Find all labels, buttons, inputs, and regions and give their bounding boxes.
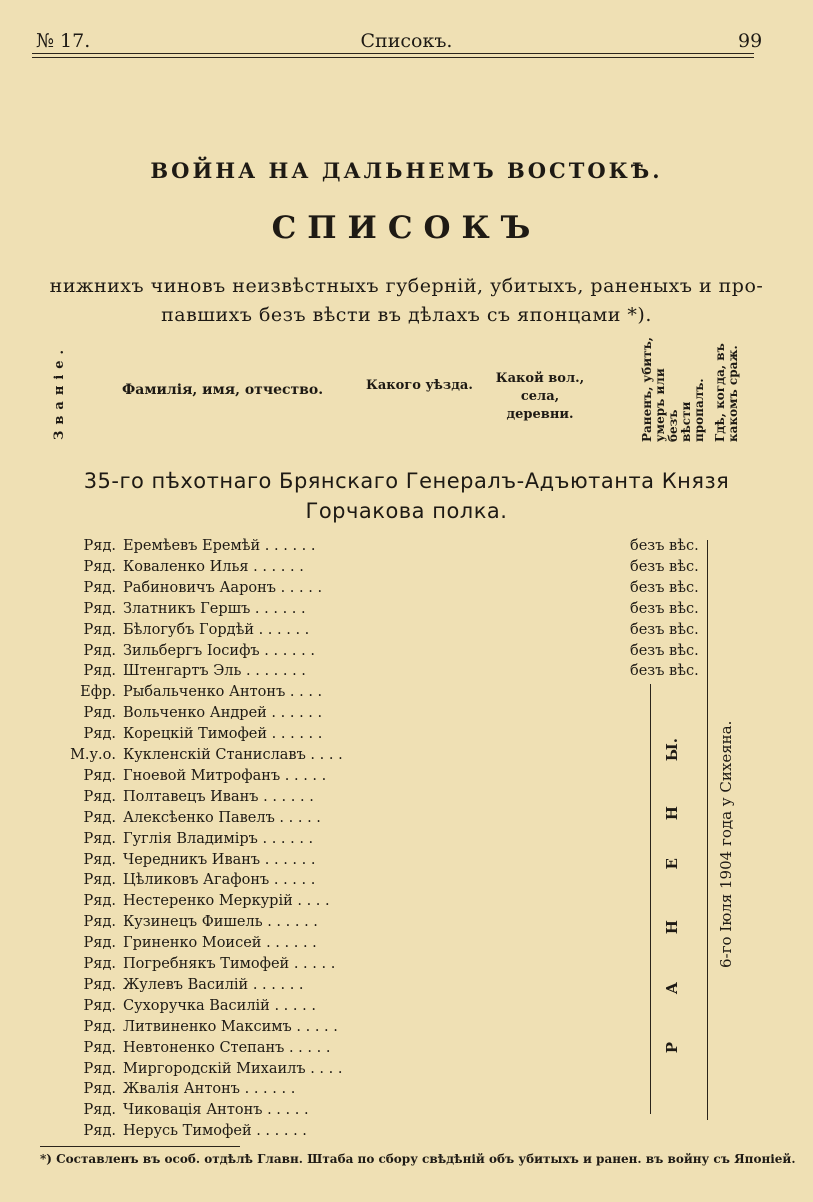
header-rule-top — [32, 53, 754, 54]
place-bracket-line — [707, 540, 708, 1120]
full-name: Жулевъ Василій . . . . . . — [123, 976, 304, 993]
status: безъ вѣс. — [630, 621, 699, 638]
status: безъ вѣс. — [630, 579, 699, 596]
list-item — [34, 684, 724, 706]
rank: Ряд. — [83, 558, 116, 575]
full-name: Зильбергъ Іосифъ . . . . . . — [123, 642, 315, 659]
regiment-heading — [0, 466, 813, 526]
column-header-village-line-2: деревни. — [506, 407, 574, 422]
full-name: Рабиновичъ Ааронъ . . . . . — [123, 579, 323, 596]
full-name: Полтавецъ Иванъ . . . . . . — [123, 788, 314, 805]
status: безъ вѣс. — [630, 642, 699, 659]
rank: Ряд. — [83, 1123, 116, 1140]
status: безъ вѣс. — [630, 600, 699, 617]
wounded-letter: Н — [663, 920, 681, 935]
full-name: Чередникъ Иванъ . . . . . . — [123, 851, 316, 868]
full-name: Цѣликовъ Агафонъ . . . . . — [123, 872, 316, 889]
full-name: Погребнякъ Тимофей . . . . . — [123, 956, 336, 972]
column-header-status-line-3: вѣсти пропалъ. — [679, 378, 706, 442]
full-name: Коваленко Илья . . . . . . — [123, 558, 304, 575]
rank: Ряд. — [83, 621, 116, 638]
rank: Ряд. — [83, 642, 116, 659]
list-item — [34, 580, 724, 602]
rank: Ряд. — [83, 538, 116, 554]
header-rule-bottom — [32, 57, 754, 58]
list-item — [34, 935, 724, 957]
rank: Ряд. — [83, 788, 116, 805]
rank: Ряд. — [83, 851, 116, 868]
list-item — [34, 1040, 724, 1062]
full-name: Еремѣевъ Еремѣй . . . . . . — [123, 538, 316, 554]
subtitle-line-1: нижнихъ чиновъ неизвѣстныхъ губерній, убитыхъ, раненыхъ и про- — [49, 275, 764, 297]
full-name: Миргородскій Михаилъ . . . . — [123, 1060, 343, 1077]
rank: Ряд. — [83, 935, 116, 952]
wounded-bracket-line — [650, 684, 651, 1114]
full-name: Бѣлогубъ Гордѣй . . . . . . — [123, 621, 310, 638]
column-header-name: Фамилія, имя, отчество. — [122, 382, 324, 398]
issue-number: № 17. — [36, 30, 91, 52]
column-header-status-line-1: Раненъ, убитъ, — [640, 337, 654, 442]
list-item — [34, 726, 724, 748]
wounded-letter: Н — [663, 806, 681, 821]
list-item — [34, 977, 724, 999]
rank: Ряд. — [83, 1081, 116, 1098]
full-name: Гноевой Митрофанъ . . . . . — [123, 767, 327, 784]
rank: Ряд. — [83, 893, 116, 910]
footnote: *) Составленъ въ особ. отдѣлѣ Главн. Штаба по сбору свѣдѣній объ убитыхъ и ранен. въ войну съ Японіей. — [40, 1152, 796, 1166]
rank: Ряд. — [83, 726, 116, 743]
list-item — [34, 643, 724, 665]
rank: Ряд. — [83, 1018, 116, 1035]
main-title: ВОЙНА НА ДАЛЬНЕМЪ ВОСТОКѢ. — [150, 158, 663, 183]
full-name: Штенгартъ Эль . . . . . . . — [123, 663, 306, 680]
wounded-letter: Р — [663, 1042, 681, 1054]
full-name: Кукленскій Станиславъ . . . . — [123, 747, 343, 763]
list-item — [34, 622, 724, 644]
rank: Ряд. — [83, 914, 116, 931]
rank: Ряд. — [83, 976, 116, 993]
column-header-where-line-2: какомъ сраж. — [726, 345, 740, 442]
column-header-status-line-2: умеръ или безъ — [653, 368, 680, 442]
list-item — [34, 852, 724, 874]
list-item — [34, 1061, 724, 1083]
rank: Ряд. — [83, 579, 116, 596]
wounded-letter: Е — [663, 858, 681, 870]
list-item — [34, 893, 724, 915]
list-item — [34, 998, 724, 1020]
full-name: Гуглія Владиміръ . . . . . . — [123, 830, 314, 847]
list-item — [34, 831, 724, 853]
list-item — [34, 1081, 724, 1103]
full-name: Нестеренко Меркурій . . . . — [123, 893, 330, 910]
column-header-uezd: Какого уѣзда. — [366, 378, 473, 393]
rank: Ряд. — [83, 1039, 116, 1056]
column-header-where-line-1: Гдѣ, когда, въ — [713, 343, 727, 442]
full-name: Корецкій Тимофей . . . . . . — [123, 726, 323, 743]
list-item — [34, 872, 724, 894]
list-item — [34, 810, 724, 832]
list-item — [34, 1102, 724, 1124]
list-item — [34, 956, 724, 978]
rank: Ряд. — [83, 1102, 116, 1119]
list-item — [34, 1123, 724, 1145]
rank: Ряд. — [83, 705, 116, 722]
full-name: Рыбальченко Антонъ . . . . — [123, 684, 323, 701]
full-name: Жвалія Антонъ . . . . . . — [123, 1081, 296, 1098]
full-name: Кузинецъ Фишель . . . . . . — [123, 914, 318, 931]
full-name: Алексѣенко Павелъ . . . . . — [123, 809, 321, 826]
list-item — [34, 768, 724, 790]
status: безъ вѣс. — [630, 558, 699, 575]
full-name: Невтоненко Степанъ . . . . . — [123, 1039, 331, 1056]
list-item — [34, 705, 724, 727]
rank: Ряд. — [83, 663, 116, 680]
full-name: Сухоручка Василій . . . . . — [123, 997, 316, 1014]
list-title: СПИСОКЪ — [271, 210, 542, 246]
list-item — [34, 538, 724, 560]
regiment-heading-line-1: 35-го пѣхотнаго Брянскаго Генералъ-Адъютанта Князя — [83, 469, 730, 493]
status: безъ вѣс. — [630, 538, 699, 554]
rank: Ряд. — [83, 830, 116, 847]
column-header-village — [484, 370, 596, 424]
list-item — [34, 789, 724, 811]
list-item — [34, 747, 724, 769]
regiment-heading-line-2: Горчакова полка. — [305, 499, 508, 523]
rank: Ряд. — [83, 1060, 116, 1077]
rank: Ефр. — [80, 684, 116, 701]
rank: Ряд. — [83, 997, 116, 1014]
column-header-village-line-1: Какой вол., села, — [495, 371, 585, 404]
list-subtitle — [0, 272, 813, 330]
rank: Ряд. — [83, 767, 116, 784]
list-item — [34, 663, 724, 685]
rank: Ряд. — [83, 872, 116, 889]
subtitle-line-2: павшихъ безъ вѣсти въ дѣлахъ съ японцами *). — [161, 304, 652, 326]
rank: Ряд. — [83, 600, 116, 617]
column-header-where — [714, 336, 740, 442]
battle-place-date: 6-го Іюля 1904 года у Сихеяна. — [717, 720, 735, 968]
page-number: 99 — [738, 30, 763, 52]
status: безъ вѣс. — [630, 663, 699, 680]
wounded-letter: Ы. — [663, 738, 681, 762]
full-name: Чиковація Антонъ . . . . . — [123, 1102, 309, 1119]
footnote-rule — [40, 1146, 240, 1147]
list-item — [34, 914, 724, 936]
rank: Ряд. — [83, 809, 116, 826]
wounded-letter: А — [663, 982, 681, 995]
list-item — [34, 1019, 724, 1041]
full-name: Гриненко Моисей . . . . . . — [123, 935, 317, 952]
list-item — [34, 601, 724, 623]
column-header-status — [641, 336, 706, 442]
list-item — [34, 559, 724, 581]
column-header-rank: Званіе. — [52, 343, 67, 440]
full-name: Вольченко Андрей . . . . . . — [123, 705, 323, 722]
rank: Ряд. — [83, 956, 116, 972]
running-title: Списокъ. — [360, 30, 453, 52]
rank: М.у.о. — [70, 747, 116, 763]
full-name: Литвиненко Максимъ . . . . . — [123, 1018, 338, 1035]
full-name: Златникъ Гершъ . . . . . . — [123, 600, 306, 617]
full-name: Нерусь Тимофей . . . . . . — [123, 1123, 307, 1140]
